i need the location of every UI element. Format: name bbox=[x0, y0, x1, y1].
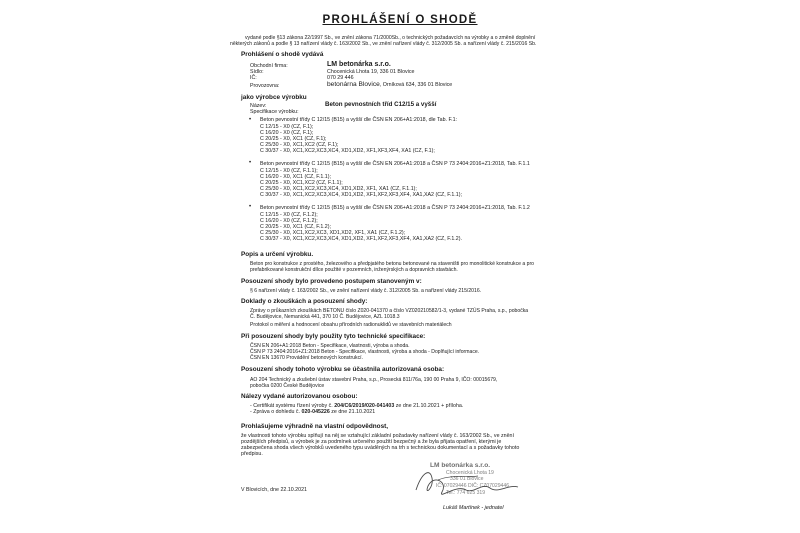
product-name-label: Název: bbox=[250, 103, 267, 109]
signature-icon bbox=[408, 462, 536, 506]
issuer-heading: Prohlášení o shodě vydává bbox=[241, 51, 324, 58]
stamp-line: 336 01 Blovice bbox=[450, 476, 484, 482]
section-text: pobočka 0200 České Budějovice bbox=[250, 383, 325, 389]
section-heading: Posouzení shody bylo provedeno postupem stanoveným v: bbox=[241, 278, 422, 285]
section-heading: Doklady o zkouškách a posouzení shody: bbox=[241, 298, 368, 305]
issuer-label: Provozovna: bbox=[250, 83, 280, 89]
spec-label: Specifikace výrobku: bbox=[250, 109, 299, 115]
finding-line bbox=[250, 409, 375, 415]
plant-address: , Orníková 634, 336 01 Blovice bbox=[379, 82, 453, 88]
finding-text: ze dne 21.10.2021 bbox=[329, 409, 376, 415]
spec-item: C 12/15 - X0 (CZ, F.1.2); bbox=[260, 212, 318, 218]
signer-name: Lukáš Martínek - jednatel bbox=[443, 505, 504, 511]
finding-text: ze dne 21.10.2021 + příloha. bbox=[394, 403, 464, 409]
spec-item: C 12/15 - X0 (CZ, F.1); bbox=[260, 124, 314, 130]
issuer-company: LM betonárka s.r.o. bbox=[327, 61, 391, 68]
spec-group-line: Beton pevnostní třídy C 12/15 (B15) a vyšší dle ČSN EN 206+A1:2018 a ČSN P 73 2404:2016+Z1:2018, Tab. F.1.1 bbox=[260, 161, 530, 167]
section-text: ČSN EN 206+A1:2018 Beton - Specifikace, vlastnosti, výroba a shoda. bbox=[250, 343, 410, 349]
spec-item: C 20/25 - X0, XC1,XC2 (CZ, F.1.1); bbox=[260, 180, 343, 186]
place-date: V Blovicích, dne 22.10.2021 bbox=[241, 487, 307, 493]
spec-item: C 12/15 - X0 (CZ, F.1.1); bbox=[260, 168, 318, 174]
bullet-icon: • bbox=[249, 204, 252, 210]
section-text: Č. Budějovice, Nemanická 441, 370 10 Č. Budějovice, AZL 1018.3 bbox=[250, 314, 400, 320]
spec-group-line: Beton pevnostní třídy C 12/15 (B15) a vyšší dle ČSN EN 206+A1:2018 a ČSN P 73 2404:2016+Z1:2018, Tab. F.1.2 bbox=[260, 205, 530, 211]
spec-item: C 20/25 - X0, XC1 (CZ, F.1); bbox=[260, 136, 327, 142]
section-text: Zprávy o průkazních zkouškách BETONU číslo Z020-041370 a číslo VZ020210582/1-3, vydané TZÚS Praha, s.p., pobočka bbox=[250, 308, 529, 314]
certificate-number: 204/C6/2019/020-041403 bbox=[334, 403, 395, 409]
section-text: prefabrikované konstrukční dílce použité v pozemních, inženýrských a dopravních stavbách. bbox=[250, 267, 458, 273]
stamp-line: Chocenická Lhota 19 bbox=[446, 470, 494, 476]
section-heading: Posouzení shody tohoto výrobku se účastnila autorizovaná osoba: bbox=[241, 366, 445, 373]
issuer-label: Sídlo: bbox=[250, 69, 264, 75]
spec-item: C 30/37 - X0, XC1,XC2,XC3,XC4, XD1,XD2, XF1,XF2,XF3,XF4, XA1,XA2 (CZ, F.1.1); bbox=[260, 192, 462, 198]
spec-item: C 30/37 - X0, XC1,XC2,XC3,XC4, XD1,XD2, XF1,XF3,XF4, XA1 (CZ, F.1); bbox=[260, 148, 435, 154]
issuer-label: IČ: bbox=[250, 75, 257, 81]
product-name: Beton pevnostních tříd C12/15 a vyšší bbox=[325, 101, 437, 108]
issuer-label: Obchodní firma: bbox=[250, 63, 288, 69]
stamp-line: Tel.: 774 625 319 bbox=[446, 490, 486, 496]
section-text: § 6 nařízení vlády č. 163/2002 Sb., ve znění nařízení vlády č. 312/2005 Sb. a nařízení vlády 215/2016. bbox=[250, 288, 482, 294]
stamp-line: LM betonárka s.r.o. bbox=[430, 462, 491, 469]
spec-item: C 25/30 - X0, XC1,XC2,XC3,XC4, XD1,XD2, XF1, XA1 (CZ, F.1.1); bbox=[260, 186, 417, 192]
declaration-text: předpisu. bbox=[241, 451, 263, 457]
section-heading: Při posouzení shody byly použity tyto technické specifikace: bbox=[241, 333, 426, 340]
spec-item: C 16/20 - X0 (CZ, F.1.2); bbox=[260, 218, 318, 224]
spec-item: C 20/25 - X0, XC1 (CZ, F.1.2); bbox=[260, 224, 331, 230]
finding-text: - Zpráva o dohledu č. bbox=[250, 409, 302, 415]
section-text: Protokol o měření a hodnocení obsahu přírodních radionuklidů ve stavebních materiálech bbox=[250, 322, 452, 328]
issuer-address: Chocenická Lhota 19, 336 01 Blovice bbox=[327, 69, 415, 75]
section-text: ČSN P 73 2404:2016+Z1:2018 Beton - Specifikace, vlastnosti, výroba a shoda - Doplňující informace. bbox=[250, 349, 480, 355]
spec-group-line: Beton pevnostní třídy C 12/15 (B15) a vyšší dle ČSN EN 206+A1:2018, dle Tab. F.1: bbox=[260, 117, 458, 123]
bullet-icon: • bbox=[249, 117, 252, 123]
plant-name: betonárna Blovice bbox=[327, 81, 380, 88]
section-text: Beton pro konstrukce z prostého, železového a předpjatého betonu betonované na staveništi pro monolitické konstrukce a pro bbox=[250, 261, 535, 267]
document-title: PROHLÁŠENÍ O SHODĚ bbox=[322, 14, 478, 26]
spec-item: C 30/37 - X0, XC1,XC2,XC3,XC4, XD1,XD2, XF1,XF2,XF3,XF4, XA1,XA2 (CZ, F.1.2). bbox=[260, 236, 462, 242]
declaration-text: že vlastnosti tohoto výrobku splňují na něj se vztahující základní požadavky nařízení vlády č. 163/2002 Sb., ve znění bbox=[241, 433, 514, 439]
stamp-line: IČ: 07029446 DIČ: CZ07029446 bbox=[436, 483, 510, 489]
spec-item: C 25/30 - X0, XC1,XC2,XC3, XD1,XD2, XF1, XA1 (CZ, F.1.2); bbox=[260, 230, 406, 236]
section-heading: Popis a určení výrobku. bbox=[241, 251, 314, 258]
section-heading: Prohlašujeme výhradně na vlastní odpovědnost, bbox=[241, 423, 389, 430]
declaration-text: pozdějších předpisů, a výrobek je za podmínek určeného použití bezpečný a že byla přijata opatření, kterými je bbox=[241, 439, 502, 445]
spec-item: C 16/20 - X0 (CZ, F.1); bbox=[260, 130, 314, 136]
section-text: AO 204 Technický a zkušební ústav stavební Praha, s.p., Prosecká 811/76a, 190 00 Praha 9, IČO: 00015679, bbox=[250, 377, 498, 383]
intro-line: některých zákonů a podle § 13 nařízení vlády č. 163/2002 Sb., ve znění nařízení vlády č. 312/2005 Sb. a nařízení vlády č. 215/2016 Sb. bbox=[230, 41, 537, 47]
finding-text: - Certifikát systému řízení výroby č. bbox=[250, 403, 335, 409]
intro-line: vydané podle §13 zákona 22/1997 Sb., ve znění zákona 71/2000Sb., o technických požadavcích na výrobky a o změně doplnění bbox=[245, 35, 536, 41]
section-text: ČSN EN 13670 Provádění betonových konstrukcí. bbox=[250, 355, 363, 361]
product-heading: jako výrobce výrobku bbox=[241, 94, 307, 101]
issuer-ico: 070 29 446 bbox=[327, 75, 354, 81]
declaration-text: zabezpečena shoda všech výrobků uvedeného typu uváděných na trh s technickou dokumentací a s požadavky tohoto bbox=[241, 445, 520, 451]
issuer-plant bbox=[327, 82, 452, 88]
bullet-icon: • bbox=[249, 160, 252, 166]
report-number: 020-045226 bbox=[301, 409, 330, 415]
spec-item: C 25/30 - X0, XC1,XC2 (CZ, F.1); bbox=[260, 142, 339, 148]
section-heading: Nálezy vydané autorizovanou osobou: bbox=[241, 393, 358, 400]
spec-item: C 16/20 - X0, XC1 (CZ, F.1.1); bbox=[260, 174, 331, 180]
